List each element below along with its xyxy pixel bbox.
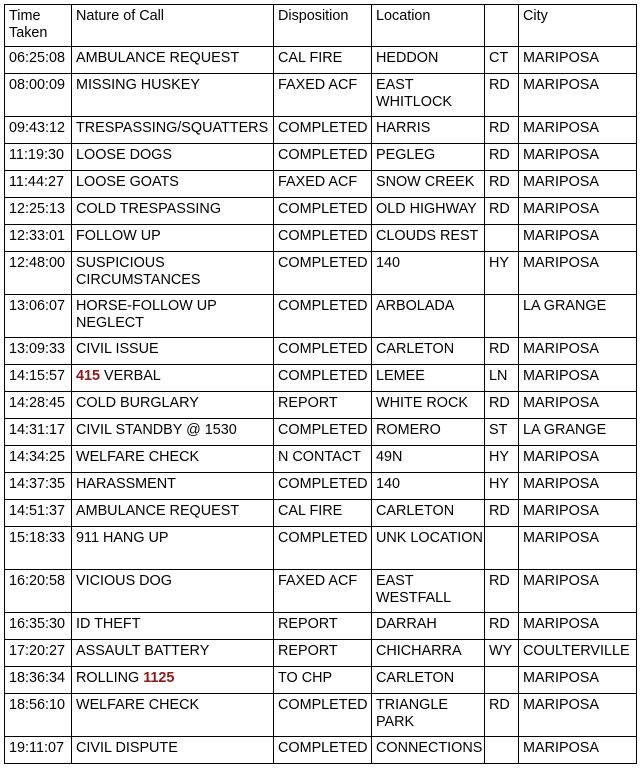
disposition-cell: FAXED ACF	[274, 570, 372, 613]
time-cell: 17:20:27	[5, 640, 72, 667]
suffix-cell: RD	[485, 500, 519, 527]
location-cell: EAST WHITLOCK	[372, 74, 485, 117]
suffix-cell: RD	[485, 144, 519, 171]
suffix-cell: ST	[485, 419, 519, 446]
disposition-cell: COMPLETED	[274, 419, 372, 446]
table-row	[5, 640, 637, 667]
table-row	[5, 473, 637, 500]
nature-cell: 911 HANG UP	[72, 527, 274, 570]
table-row	[5, 446, 637, 473]
time-cell: 14:31:17	[5, 419, 72, 446]
city-cell: MARIPOSA	[519, 47, 637, 74]
nature-cell: SUSPICIOUS CIRCUMSTANCES	[72, 252, 274, 295]
disposition-cell: COMPLETED	[274, 295, 372, 338]
location-cell: SNOW CREEK	[372, 171, 485, 198]
suffix-cell	[485, 527, 519, 570]
header-location: Location	[372, 5, 485, 47]
table-row	[5, 225, 637, 252]
city-cell: MARIPOSA	[519, 117, 637, 144]
city-cell: MARIPOSA	[519, 225, 637, 252]
location-cell: 140	[372, 252, 485, 295]
suffix-cell: RD	[485, 171, 519, 198]
time-cell: 11:19:30	[5, 144, 72, 171]
disposition-cell: COMPLETED	[274, 737, 372, 764]
table-row	[5, 74, 637, 117]
city-cell: MARIPOSA	[519, 74, 637, 117]
time-cell: 14:28:45	[5, 392, 72, 419]
location-cell: CARLETON	[372, 500, 485, 527]
disposition-cell: REPORT	[274, 640, 372, 667]
table-row	[5, 198, 637, 225]
city-cell: MARIPOSA	[519, 570, 637, 613]
time-cell: 19:11:07	[5, 737, 72, 764]
table-row	[5, 144, 637, 171]
suffix-cell: WY	[485, 640, 519, 667]
disposition-cell: N CONTACT	[274, 446, 372, 473]
table-row	[5, 365, 637, 392]
suffix-cell: RD	[485, 117, 519, 144]
suffix-cell: HY	[485, 252, 519, 295]
city-cell: MARIPOSA	[519, 613, 637, 640]
table-row	[5, 667, 637, 694]
location-cell: WHITE ROCK	[372, 392, 485, 419]
nature-cell: ASSAULT BATTERY	[72, 640, 274, 667]
city-cell: MARIPOSA	[519, 338, 637, 365]
suffix-cell	[485, 225, 519, 252]
time-cell: 14:34:25	[5, 446, 72, 473]
nature-cell: WELFARE CHECK	[72, 694, 274, 737]
nature-cell: ID THEFT	[72, 613, 274, 640]
suffix-cell	[485, 667, 519, 694]
header-row	[5, 5, 637, 47]
nature-cell: WELFARE CHECK	[72, 446, 274, 473]
table-row	[5, 338, 637, 365]
disposition-cell: COMPLETED	[274, 527, 372, 570]
table-row	[5, 392, 637, 419]
city-cell: MARIPOSA	[519, 252, 637, 295]
location-cell: EAST WESTFALL	[372, 570, 485, 613]
header-nature-of-call: Nature of Call	[72, 5, 274, 47]
time-cell: 13:06:07	[5, 295, 72, 338]
nature-cell: AMBULANCE REQUEST	[72, 47, 274, 74]
city-cell: MARIPOSA	[519, 365, 637, 392]
suffix-cell	[485, 737, 519, 764]
nature-cell	[72, 667, 274, 694]
city-cell: MARIPOSA	[519, 473, 637, 500]
disposition-cell: COMPLETED	[274, 338, 372, 365]
location-cell: CARLETON	[372, 667, 485, 694]
suffix-cell: CT	[485, 47, 519, 74]
call-log-table	[4, 4, 637, 764]
nature-cell: AMBULANCE REQUEST	[72, 500, 274, 527]
nature-text: VERBAL	[100, 368, 161, 384]
time-cell: 18:36:34	[5, 667, 72, 694]
header-disposition: Disposition	[274, 5, 372, 47]
nature-cell: CIVIL ISSUE	[72, 338, 274, 365]
time-cell: 08:00:09	[5, 74, 72, 117]
location-cell: 49N	[372, 446, 485, 473]
time-cell: 12:48:00	[5, 252, 72, 295]
nature-cell: HARASSMENT	[72, 473, 274, 500]
location-cell: ROMERO	[372, 419, 485, 446]
time-cell: 12:33:01	[5, 225, 72, 252]
disposition-cell: COMPLETED	[274, 144, 372, 171]
location-cell: DARRAH	[372, 613, 485, 640]
table-row	[5, 47, 637, 74]
disposition-cell: REPORT	[274, 613, 372, 640]
table-row	[5, 737, 637, 764]
location-cell: OLD HIGHWAY	[372, 198, 485, 225]
city-cell: COULTERVILLE	[519, 640, 637, 667]
time-cell: 16:35:30	[5, 613, 72, 640]
nature-cell: LOOSE DOGS	[72, 144, 274, 171]
nature-cell: FOLLOW UP	[72, 225, 274, 252]
disposition-cell: COMPLETED	[274, 252, 372, 295]
suffix-cell	[485, 295, 519, 338]
nature-cell: TRESPASSING/SQUATTERS	[72, 117, 274, 144]
disposition-cell: COMPLETED	[274, 117, 372, 144]
table-row	[5, 295, 637, 338]
table-row	[5, 500, 637, 527]
disposition-cell: REPORT	[274, 392, 372, 419]
suffix-cell: RD	[485, 570, 519, 613]
city-cell: MARIPOSA	[519, 694, 637, 737]
suffix-cell: LN	[485, 365, 519, 392]
location-cell: CLOUDS REST	[372, 225, 485, 252]
suffix-cell: HY	[485, 473, 519, 500]
disposition-cell: FAXED ACF	[274, 74, 372, 117]
disposition-cell: CAL FIRE	[274, 500, 372, 527]
location-cell: ARBOLADA	[372, 295, 485, 338]
location-cell: HARRIS	[372, 117, 485, 144]
suffix-cell: RD	[485, 74, 519, 117]
city-cell: MARIPOSA	[519, 667, 637, 694]
suffix-cell: RD	[485, 338, 519, 365]
city-cell: MARIPOSA	[519, 527, 637, 570]
location-cell: 140	[372, 473, 485, 500]
location-cell: UNK LOCATION	[372, 527, 485, 570]
time-cell: 06:25:08	[5, 47, 72, 74]
time-cell: 16:20:58	[5, 570, 72, 613]
disposition-cell: CAL FIRE	[274, 47, 372, 74]
nature-cell: COLD TRESPASSING	[72, 198, 274, 225]
city-cell: LA GRANGE	[519, 295, 637, 338]
time-cell: 14:37:35	[5, 473, 72, 500]
disposition-cell: TO CHP	[274, 667, 372, 694]
city-cell: MARIPOSA	[519, 737, 637, 764]
city-cell: MARIPOSA	[519, 392, 637, 419]
penal-code: 1125	[143, 670, 175, 686]
disposition-cell: COMPLETED	[274, 365, 372, 392]
time-cell: 09:43:12	[5, 117, 72, 144]
table-row	[5, 171, 637, 198]
location-cell: CONNECTIONS	[372, 737, 485, 764]
table-row	[5, 117, 637, 144]
table-row	[5, 613, 637, 640]
nature-cell: CIVIL DISPUTE	[72, 737, 274, 764]
suffix-cell: RD	[485, 198, 519, 225]
nature-cell	[72, 365, 274, 392]
nature-cell: VICIOUS DOG	[72, 570, 274, 613]
nature-cell: LOOSE GOATS	[72, 171, 274, 198]
table-row	[5, 252, 637, 295]
location-cell: CARLETON	[372, 338, 485, 365]
location-cell: LEMEE	[372, 365, 485, 392]
disposition-cell: COMPLETED	[274, 225, 372, 252]
header-time-taken: Time Taken	[5, 5, 72, 47]
location-cell: HEDDON	[372, 47, 485, 74]
suffix-cell: RD	[485, 392, 519, 419]
nature-text: ROLLING	[76, 670, 144, 686]
city-cell: MARIPOSA	[519, 198, 637, 225]
table-row	[5, 694, 637, 737]
disposition-cell: COMPLETED	[274, 473, 372, 500]
city-cell: MARIPOSA	[519, 446, 637, 473]
time-cell: 14:51:37	[5, 500, 72, 527]
nature-cell: CIVIL STANDBY @ 1530	[72, 419, 274, 446]
location-cell: CHICHARRA	[372, 640, 485, 667]
location-cell: TRIANGLE PARK	[372, 694, 485, 737]
location-cell: PEGLEG	[372, 144, 485, 171]
table-row	[5, 570, 637, 613]
nature-cell: HORSE-FOLLOW UP NEGLECT	[72, 295, 274, 338]
time-cell: 14:15:57	[5, 365, 72, 392]
time-cell: 11:44:27	[5, 171, 72, 198]
nature-cell: COLD BURGLARY	[72, 392, 274, 419]
suffix-cell: RD	[485, 694, 519, 737]
disposition-cell: COMPLETED	[274, 198, 372, 225]
time-cell: 13:09:33	[5, 338, 72, 365]
suffix-cell: RD	[485, 613, 519, 640]
header-city: City	[519, 5, 637, 47]
table-row	[5, 419, 637, 446]
city-cell: LA GRANGE	[519, 419, 637, 446]
time-cell: 18:56:10	[5, 694, 72, 737]
time-cell: 12:25:13	[5, 198, 72, 225]
disposition-cell: FAXED ACF	[274, 171, 372, 198]
time-cell: 15:18:33	[5, 527, 72, 570]
disposition-cell: COMPLETED	[274, 694, 372, 737]
city-cell: MARIPOSA	[519, 171, 637, 198]
city-cell: MARIPOSA	[519, 144, 637, 171]
city-cell: MARIPOSA	[519, 500, 637, 527]
header-suffix	[485, 5, 519, 47]
nature-cell: MISSING HUSKEY	[72, 74, 274, 117]
penal-code: 415	[76, 368, 101, 384]
table-row	[5, 527, 637, 570]
suffix-cell: HY	[485, 446, 519, 473]
